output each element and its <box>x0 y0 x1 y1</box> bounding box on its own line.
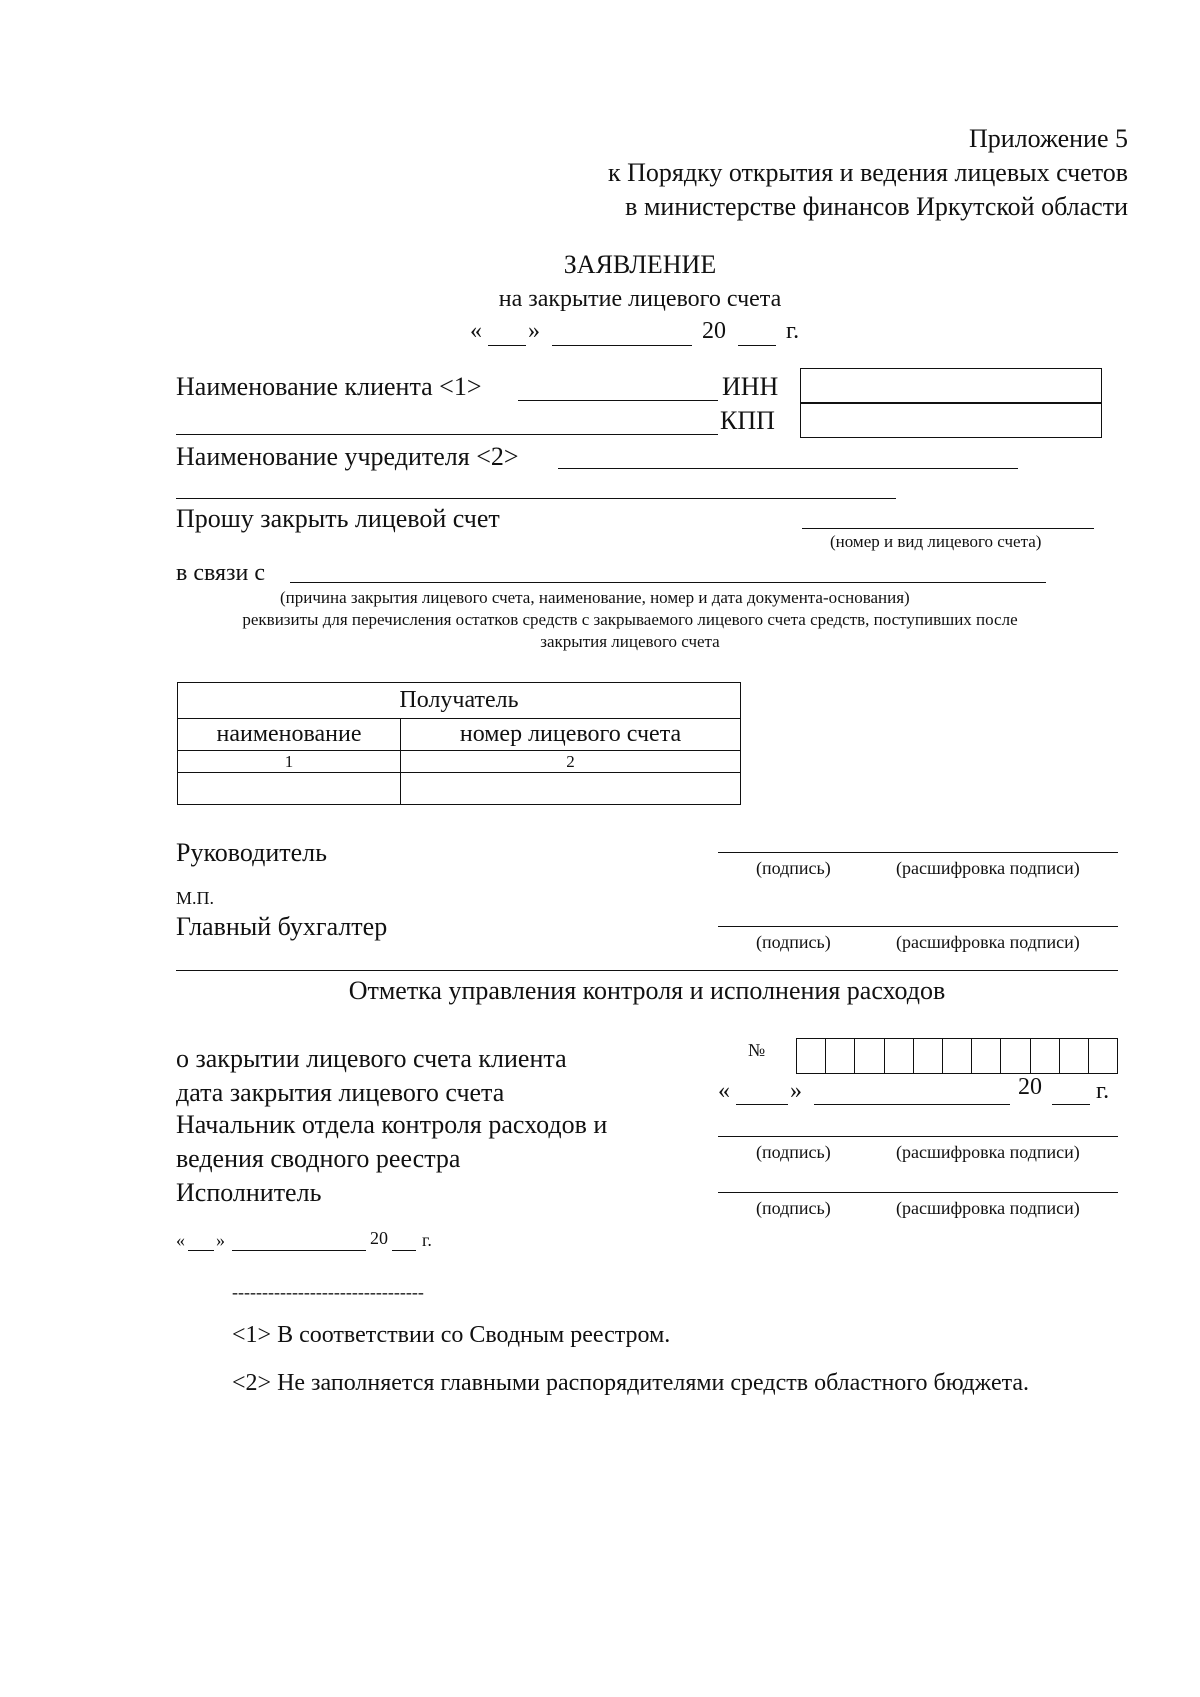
closing-date-open: « <box>718 1078 730 1104</box>
appendix-order: к Порядку открытия и ведения лицевых счетов <box>607 158 1128 187</box>
document-title: ЗАЯВЛЕНИЕ <box>563 250 717 279</box>
control-title: Отметка управления контроля и исполнения расходов <box>348 976 946 1005</box>
executor-label: Исполнитель <box>176 1178 322 1207</box>
closing-month-line <box>814 1104 1010 1105</box>
title-month-line <box>552 345 692 346</box>
bottom-date-open: « <box>176 1230 185 1250</box>
recipient-col-num-1: 1 <box>178 751 401 773</box>
bottom-day-line <box>188 1250 214 1251</box>
bottom-month-line <box>232 1250 366 1251</box>
executor-decode-hint: (расшифровка подписи) <box>896 1198 1080 1218</box>
inn-label: ИНН <box>722 372 779 401</box>
head-decode-hint: (расшифровка подписи) <box>896 858 1080 878</box>
head-label: Руководитель <box>176 838 327 867</box>
recipient-table <box>177 682 741 805</box>
head-sign-hint: (подпись) <box>756 858 831 878</box>
recipient-col-account: номер лицевого счета <box>401 719 741 751</box>
chief-label-2: ведения сводного реестра <box>176 1144 461 1173</box>
chief-sign-line <box>718 1136 1118 1137</box>
recipient-header: Получатель <box>178 683 741 719</box>
bottom-date-suffix: г. <box>422 1230 432 1250</box>
chief-sign-hint: (подпись) <box>756 1142 831 1162</box>
stamp-label: М.П. <box>176 888 215 908</box>
closing-date-close: » <box>790 1078 802 1104</box>
details-line-2: закрытия лицевого счета <box>540 632 720 651</box>
title-year-line <box>738 345 776 346</box>
title-date-year: 20 <box>702 318 726 344</box>
details-line-1: реквизиты для перечисления остатков средств с закрываемого лицевого счета средств, поступивших после <box>242 610 1018 629</box>
chief-label-1: Начальник отдела контроля расходов и <box>176 1110 608 1139</box>
bottom-date-close: » <box>216 1230 225 1250</box>
client-name-label: Наименование клиента <1> <box>176 372 482 401</box>
reason-hint: (причина закрытия лицевого счета, наименование, номер и дата документа-основания) <box>280 588 910 607</box>
executor-sign-line <box>718 1192 1118 1193</box>
client-name-line-2 <box>176 434 718 435</box>
request-text: Прошу закрыть лицевой счет <box>176 504 500 533</box>
founder-label: Наименование учредителя <2> <box>176 442 519 471</box>
accountant-sign-line <box>718 926 1118 927</box>
closing-date-suffix: г. <box>1096 1078 1110 1104</box>
reason-line <box>290 582 1046 583</box>
footnote-separator: -------------------------------- <box>232 1282 424 1302</box>
founder-line-2 <box>176 498 896 499</box>
account-hint: (номер и вид лицевого счета) <box>830 532 1042 551</box>
title-date-suffix: г. <box>786 318 800 344</box>
inn-box[interactable] <box>800 368 1102 404</box>
recipient-col-num-2: 2 <box>401 751 741 773</box>
bottom-date-year: 20 <box>370 1228 388 1248</box>
title-date-close: » <box>528 318 540 344</box>
chief-decode-hint: (расшифровка подписи) <box>896 1142 1080 1162</box>
document-subtitle: на закрытие лицевого счета <box>498 286 782 312</box>
kpp-box[interactable] <box>800 402 1102 438</box>
closing-year-line <box>1052 1104 1090 1105</box>
appendix-ministry: в министерстве финансов Иркутской области <box>625 192 1128 221</box>
kpp-label: КПП <box>720 406 775 435</box>
closing-date-label: дата закрытия лицевого счета <box>176 1078 505 1107</box>
closing-date-year: 20 <box>1018 1074 1042 1100</box>
recipient-account-cell[interactable] <box>401 773 741 805</box>
section-divider <box>176 970 1118 971</box>
closing-label: о закрытии лицевого счета клиента <box>176 1044 567 1073</box>
bottom-year-line <box>392 1250 416 1251</box>
client-name-line <box>518 400 718 401</box>
head-sign-line <box>718 852 1118 853</box>
accountant-decode-hint: (расшифровка подписи) <box>896 932 1080 952</box>
account-line <box>802 528 1094 529</box>
footnote-1: <1> В соответствии со Сводным реестром. <box>232 1322 671 1348</box>
account-number-cells[interactable] <box>796 1038 1118 1074</box>
title-day-line <box>488 345 526 346</box>
founder-line <box>558 468 1018 469</box>
reason-label: в связи с <box>176 560 266 586</box>
executor-sign-hint: (подпись) <box>756 1198 831 1218</box>
accountant-sign-hint: (подпись) <box>756 932 831 952</box>
appendix-number: Приложение 5 <box>968 124 1128 153</box>
recipient-name-cell[interactable] <box>178 773 401 805</box>
closing-day-line <box>736 1104 788 1105</box>
number-sign: № <box>748 1040 766 1060</box>
title-date-open: « <box>470 318 482 344</box>
footnote-2: <2> Не заполняется главными распорядителями средств областного бюджета. <box>232 1370 1030 1396</box>
recipient-col-name: наименование <box>178 719 401 751</box>
accountant-label: Главный бухгалтер <box>176 912 388 941</box>
